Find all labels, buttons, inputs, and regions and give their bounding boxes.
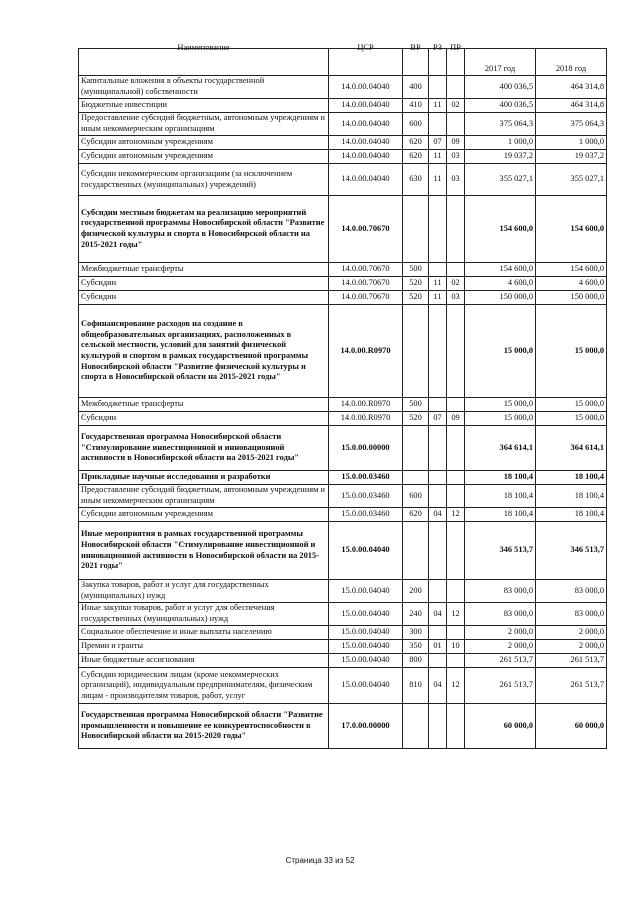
row-rz: 11: [429, 291, 447, 305]
row-rz: [429, 113, 447, 136]
row-rz: [429, 196, 447, 263]
row-csr: 15.0.00.03460: [329, 485, 403, 508]
row-rz: [429, 580, 447, 603]
row-name: Субсидии: [79, 412, 329, 426]
row-value-2018: 355 027,1: [536, 164, 607, 196]
row-value-2017: 15 000,0: [465, 412, 536, 426]
row-rz: 04: [429, 508, 447, 522]
page-footer: Страница 33 из 52: [285, 856, 355, 865]
table-row: [79, 113, 607, 136]
row-pr: [447, 522, 465, 580]
table-row: [79, 471, 607, 485]
row-vr: 410: [403, 99, 429, 113]
row-pr: [447, 113, 465, 136]
row-name: Субсидии автономным учреждениям: [79, 150, 329, 164]
row-vr: 200: [403, 580, 429, 603]
row-csr: 14.0.00.04040: [329, 164, 403, 196]
row-name: Предоставление субсидий бюджетным, автономным учреждениям и иным некоммерческим организациям: [79, 485, 329, 508]
row-value-2017: 154 600,0: [465, 196, 536, 263]
row-value-2018: 154 600,0: [536, 196, 607, 263]
header-csr: ЦСР: [329, 49, 403, 76]
table-row: [79, 196, 607, 263]
header-year-2017: 2017 год: [465, 49, 536, 76]
row-csr: 14.0.00.04040: [329, 150, 403, 164]
row-rz: [429, 76, 447, 99]
row-name: Государственная программа Новосибирской области "Стимулирование инвестиционной и инновационной активности в Новосибирской области на 2015-2021 годы": [79, 426, 329, 471]
row-vr: [403, 522, 429, 580]
row-csr: 15.0.00.04040: [329, 626, 403, 640]
row-vr: 810: [403, 668, 429, 704]
row-csr: 14.0.00.04040: [329, 76, 403, 99]
table-row: [79, 99, 607, 113]
row-pr: [447, 263, 465, 277]
row-rz: [429, 654, 447, 668]
row-rz: [429, 704, 447, 749]
row-value-2018: 154 600,0: [536, 263, 607, 277]
row-value-2017: 83 000,0: [465, 580, 536, 603]
row-csr: 15.0.00.04040: [329, 640, 403, 654]
row-pr: [447, 580, 465, 603]
row-value-2017: 2 000,0: [465, 626, 536, 640]
row-value-2017: 19 037,2: [465, 150, 536, 164]
row-rz: [429, 398, 447, 412]
row-vr: 600: [403, 485, 429, 508]
row-value-2018: 60 000,0: [536, 704, 607, 749]
row-value-2018: 2 000,0: [536, 640, 607, 654]
row-vr: 520: [403, 277, 429, 291]
row-value-2017: 4 600,0: [465, 277, 536, 291]
row-csr: 14.0.00.70670: [329, 291, 403, 305]
row-csr: 14.0.00.04040: [329, 136, 403, 150]
row-value-2017: 18 100,4: [465, 471, 536, 485]
row-name: Предоставление субсидий бюджетным, автономным учреждениям и иным некоммерческим организациям: [79, 113, 329, 136]
row-name: Бюджетные инвестиции: [79, 99, 329, 113]
row-vr: 800: [403, 654, 429, 668]
row-rz: [429, 426, 447, 471]
row-value-2018: 1 000,0: [536, 136, 607, 150]
table-row: [79, 485, 607, 508]
row-name: Прикладные научные исследования и разработки: [79, 471, 329, 485]
row-rz: 07: [429, 136, 447, 150]
row-value-2017: 346 513,7: [465, 522, 536, 580]
row-value-2017: 261 513,7: [465, 654, 536, 668]
table-row: [79, 640, 607, 654]
row-name: Капитальные вложения в объекты государственной (муниципальной) собственности: [79, 76, 329, 99]
row-value-2017: 364 614,1: [465, 426, 536, 471]
row-value-2018: 4 600,0: [536, 277, 607, 291]
row-csr: 14.0.00.R0970: [329, 398, 403, 412]
row-rz: 11: [429, 99, 447, 113]
row-pr: 02: [447, 277, 465, 291]
row-vr: [403, 426, 429, 471]
header-pr: ПР: [447, 49, 465, 76]
row-value-2018: 150 000,0: [536, 291, 607, 305]
row-value-2018: 19 037,2: [536, 150, 607, 164]
table-row: [79, 263, 607, 277]
row-csr: 14.0.00.70670: [329, 196, 403, 263]
row-value-2018: 18 100,4: [536, 485, 607, 508]
row-value-2018: 364 614,1: [536, 426, 607, 471]
row-pr: [447, 426, 465, 471]
row-name: Субсидии: [79, 277, 329, 291]
header-vr: ВР: [403, 49, 429, 76]
row-pr: 09: [447, 412, 465, 426]
row-value-2017: 15 000,0: [465, 398, 536, 412]
row-pr: 12: [447, 508, 465, 522]
table-row: [79, 277, 607, 291]
row-rz: [429, 626, 447, 640]
row-pr: 02: [447, 99, 465, 113]
row-vr: 300: [403, 626, 429, 640]
row-csr: 14.0.00.70670: [329, 277, 403, 291]
table-row: [79, 626, 607, 640]
row-value-2017: 400 036,5: [465, 99, 536, 113]
row-csr: 15.0.00.00000: [329, 426, 403, 471]
row-pr: [447, 196, 465, 263]
table-row: [79, 291, 607, 305]
row-pr: 12: [447, 603, 465, 626]
row-value-2017: 18 100,4: [465, 508, 536, 522]
row-value-2018: 346 513,7: [536, 522, 607, 580]
table-header-row: [79, 49, 607, 76]
row-vr: 620: [403, 508, 429, 522]
row-name: Субсидии автономным учреждениям: [79, 136, 329, 150]
row-vr: [403, 471, 429, 485]
row-vr: 400: [403, 76, 429, 99]
row-rz: 11: [429, 164, 447, 196]
row-name: Субсидии: [79, 291, 329, 305]
row-pr: [447, 398, 465, 412]
row-value-2017: 355 027,1: [465, 164, 536, 196]
table-row: [79, 398, 607, 412]
row-vr: 600: [403, 113, 429, 136]
table-row: [79, 522, 607, 580]
row-name: Премии и гранты: [79, 640, 329, 654]
row-pr: 03: [447, 150, 465, 164]
row-vr: 630: [403, 164, 429, 196]
row-pr: [447, 305, 465, 398]
table-row: [79, 412, 607, 426]
row-csr: 14.0.00.70670: [329, 263, 403, 277]
header-year-2018: 2018 год: [536, 49, 607, 76]
row-value-2018: 464 314,8: [536, 99, 607, 113]
row-value-2017: 150 000,0: [465, 291, 536, 305]
table-row: [79, 76, 607, 99]
row-value-2018: 18 100,4: [536, 508, 607, 522]
row-value-2017: 154 600,0: [465, 263, 536, 277]
budget-table: [78, 43, 607, 749]
row-name: Закупка товаров, работ и услуг для государственных (муниципальных) нужд: [79, 580, 329, 603]
row-value-2017: 18 100,4: [465, 485, 536, 508]
row-vr: [403, 704, 429, 749]
row-pr: 03: [447, 291, 465, 305]
table-row: [79, 508, 607, 522]
row-vr: 240: [403, 603, 429, 626]
row-value-2017: 15 000,0: [465, 305, 536, 398]
row-rz: [429, 522, 447, 580]
row-pr: [447, 704, 465, 749]
row-value-2017: 375 064,3: [465, 113, 536, 136]
row-name: Межбюджетные трансферты: [79, 263, 329, 277]
row-value-2018: 261 513,7: [536, 654, 607, 668]
row-csr: 14.0.00.04040: [329, 99, 403, 113]
row-name: Субсидии местным бюджетам на реализацию мероприятий государственной программы Новосибирской области "Развитие физической культуры и спорта в Новосибирской области на 2015-2021 годы": [79, 196, 329, 263]
row-csr: 15.0.00.04040: [329, 580, 403, 603]
row-vr: [403, 305, 429, 398]
row-vr: 620: [403, 150, 429, 164]
header-name: Наименование: [79, 49, 329, 76]
row-vr: [403, 196, 429, 263]
row-value-2018: 2 000,0: [536, 626, 607, 640]
table-row: [79, 668, 607, 704]
row-rz: [429, 305, 447, 398]
row-value-2018: 83 000,0: [536, 580, 607, 603]
row-rz: [429, 263, 447, 277]
row-vr: 350: [403, 640, 429, 654]
row-csr: 15.0.00.04040: [329, 522, 403, 580]
row-name: Иные мероприятия в рамках государственной программы Новосибирской области "Стимулирование инвестиционной и инновационной активности в Новосибирской области на 2015-2021 годы": [79, 522, 329, 580]
table-row: [79, 305, 607, 398]
row-rz: 01: [429, 640, 447, 654]
row-rz: 04: [429, 603, 447, 626]
row-pr: 12: [447, 668, 465, 704]
row-rz: [429, 471, 447, 485]
row-name: Софинансирование расходов на создание в общеобразовательных организациях, расположенных в сельской местности, условий для занятий физической культурой и спортом в рамках государственной программы Новосибирской области "Развитие физической культуры и спорта в Новосибирской области на 2015-2021 годы": [79, 305, 329, 398]
row-rz: 07: [429, 412, 447, 426]
row-vr: 620: [403, 136, 429, 150]
row-name: Субсидии юридическим лицам (кроме некоммерческих организаций), индивидуальным предпринимателям, физическим лицам - производителям товаров, работ, услуг: [79, 668, 329, 704]
row-name: Межбюджетные трансферты: [79, 398, 329, 412]
row-vr: 500: [403, 263, 429, 277]
row-csr: 15.0.00.03460: [329, 471, 403, 485]
row-vr: 520: [403, 412, 429, 426]
row-rz: [429, 485, 447, 508]
row-csr: 15.0.00.04040: [329, 654, 403, 668]
table-row: [79, 150, 607, 164]
row-name: Иные закупки товаров, работ и услуг для обеспечения государственных (муниципальных) нужд: [79, 603, 329, 626]
row-value-2018: 83 000,0: [536, 603, 607, 626]
table-row: [79, 136, 607, 150]
row-rz: 11: [429, 150, 447, 164]
row-csr: 15.0.00.04040: [329, 603, 403, 626]
row-csr: 14.0.00.R0970: [329, 305, 403, 398]
row-value-2018: 464 314,8: [536, 76, 607, 99]
row-name: Государственная программа Новосибирской области "Развитие промышленности и повышение ее конкурентоспособности в Новосибирской области на 2015-2020 годы": [79, 704, 329, 749]
row-value-2018: 15 000,0: [536, 398, 607, 412]
row-vr: 500: [403, 398, 429, 412]
table-row: [79, 580, 607, 603]
row-pr: [447, 626, 465, 640]
row-pr: [447, 76, 465, 99]
row-value-2018: 261 513,7: [536, 668, 607, 704]
row-csr: 14.0.00.R0970: [329, 412, 403, 426]
header-rz: РЗ: [429, 49, 447, 76]
row-value-2018: 375 064,3: [536, 113, 607, 136]
row-pr: 10: [447, 640, 465, 654]
row-name: Субсидии автономным учреждениям: [79, 508, 329, 522]
row-name: Субсидии некоммерческим организациям (за исключением государственных (муниципальных) учреждений): [79, 164, 329, 196]
row-pr: 09: [447, 136, 465, 150]
row-csr: 15.0.00.03460: [329, 508, 403, 522]
table-row: [79, 603, 607, 626]
row-value-2017: 83 000,0: [465, 603, 536, 626]
row-rz: 04: [429, 668, 447, 704]
row-value-2017: 2 000,0: [465, 640, 536, 654]
row-value-2017: 60 000,0: [465, 704, 536, 749]
row-name: Иные бюджетные ассигнования: [79, 654, 329, 668]
row-pr: [447, 654, 465, 668]
row-value-2017: 1 000,0: [465, 136, 536, 150]
table-row: [79, 426, 607, 471]
table-row: [79, 654, 607, 668]
row-csr: 15.0.00.04040: [329, 668, 403, 704]
row-vr: 520: [403, 291, 429, 305]
row-value-2017: 400 036,5: [465, 76, 536, 99]
table-row: [79, 704, 607, 749]
row-value-2018: 15 000,0: [536, 412, 607, 426]
row-value-2018: 18 100,4: [536, 471, 607, 485]
table-row: [79, 164, 607, 196]
row-pr: 03: [447, 164, 465, 196]
row-pr: [447, 485, 465, 508]
row-csr: 14.0.00.04040: [329, 113, 403, 136]
row-value-2018: 15 000,0: [536, 305, 607, 398]
row-value-2017: 261 513,7: [465, 668, 536, 704]
row-pr: [447, 471, 465, 485]
row-csr: 17.0.00.00000: [329, 704, 403, 749]
row-name: Социальное обеспечение и иные выплаты населению: [79, 626, 329, 640]
row-rz: 11: [429, 277, 447, 291]
